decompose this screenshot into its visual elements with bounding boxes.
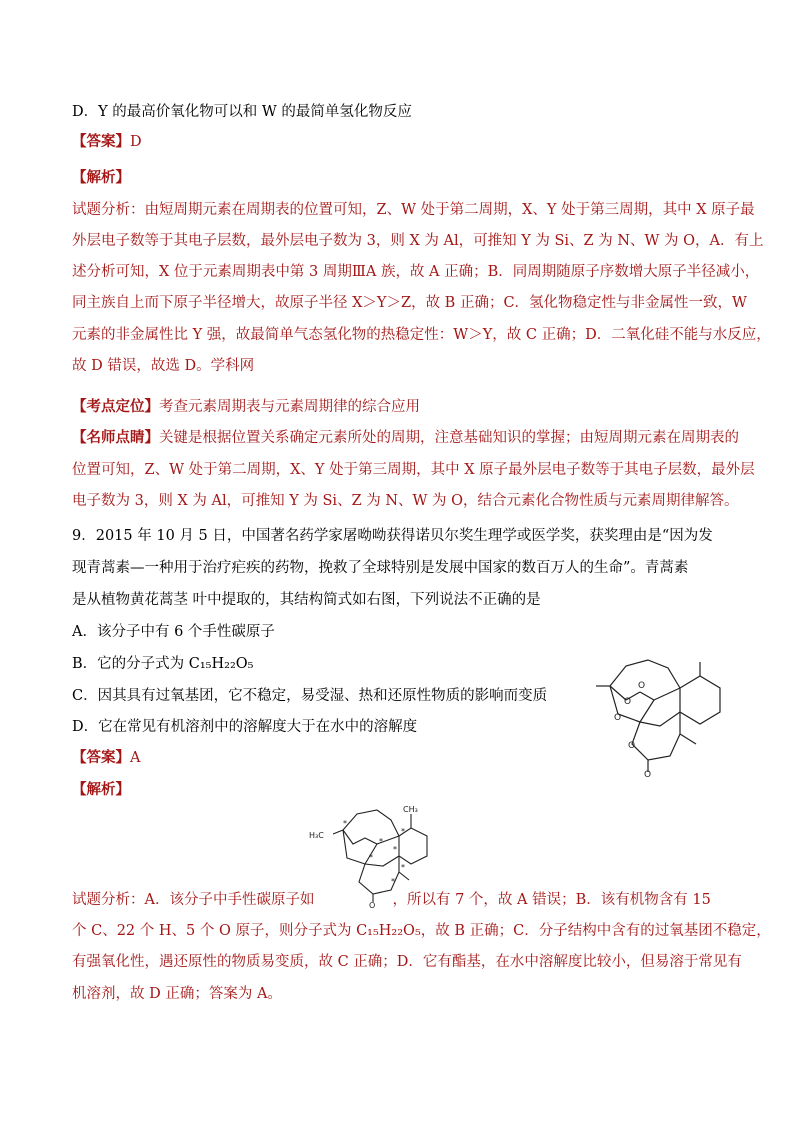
analysis-8-line: 试题分析：由短周期元素在周期表的位置可知，Z、W 处于第二周期，X、Y 处于第三周期，其中 X 原子最: [72, 202, 755, 218]
answer-8: [72, 132, 142, 152]
h3c-label: H₃C: [309, 831, 324, 840]
mingshi-text: 关键是根据位置关系确定元素所处的周期，注意基础知识的掌握；由短周期元素在周期表的: [159, 430, 739, 446]
mingshi-line: 电子数为 3，则 X 为 Al，可推知 Y 为 Si、Z 为 N、W 为 O，结合元素化合物性质与元素周期律解答。: [72, 493, 739, 509]
mingshi-line: [72, 428, 739, 448]
question-9-line: 9．2015 年 10 月 5 日，中国著名药学家屠呦呦获得诺贝尔奖生理学或医学奖，获奖理由是“因为发: [72, 528, 713, 544]
answer-label: 【答案】: [72, 133, 130, 150]
kaodian-text: 考查元素周期表与元素周期律的综合应用: [159, 399, 420, 415]
analysis-8-line: 同主族自上而下原子半径增大，故原子半径 X＞Y＞Z，故 B 正确；C．氢化物稳定性与非金属性一致，W: [72, 295, 747, 311]
answer-value: D: [130, 134, 142, 150]
analysis-9-line: 机溶剂，故 D 正确；答案为 A。: [72, 986, 282, 1002]
answer-label: 【答案】: [72, 749, 130, 766]
chiral-star: *: [369, 853, 373, 862]
analysis-8-line: 故 D 错误，故选 D。学科网: [72, 358, 255, 374]
svg-text:O: O: [628, 741, 636, 751]
analysis-9-text-b: ，所以有 7 个，故 A 错误；B．该有机物含有 15: [392, 892, 711, 908]
analysis-8-line: 述分析可知，X 位于元素周期表中第 3 周期ⅢA 族，故 A 正确；B．同周期随原子序数增大原子半径减小，: [72, 264, 760, 280]
chiral-star: *: [343, 819, 347, 828]
question-9-line: 是从植物黄花蒿茎 叶中提取的，其结构简式如右图，下列说法不正确的是: [72, 592, 541, 608]
chiral-star: *: [401, 827, 405, 836]
question-9-option-a: A．该分子中有 6 个手性碳原子: [72, 624, 275, 640]
analysis-9-line: [72, 890, 711, 910]
mingshi-label: 【名师点睛】: [72, 429, 159, 446]
chiral-star: *: [393, 845, 397, 854]
question-9-line: 现青蒿素—一种用于治疗疟疾的药物，挽救了全球特别是发展中国家的数百万人的生命”。青蒿素: [72, 560, 689, 576]
analysis-8-line: 元素的非金属性比 Y 强，故最简单气态氢化物的热稳定性：W＞Y，故 C 正确；D．二氧化硅不能与水反应，: [72, 327, 771, 343]
question-9-option-b: B．它的分子式为 C₁₅H₂₂O₅: [72, 656, 254, 672]
analysis-9-text-a: 试题分析：A．该分子中手性碳原子如: [72, 892, 315, 908]
chiral-star: *: [401, 863, 405, 872]
question-9-option-d: D．它在常见有机溶剂中的溶解度大于在水中的溶解度: [72, 719, 418, 735]
chiral-star: *: [391, 877, 395, 886]
q8-option-d: D．Y 的最高价氧化物可以和 W 的最简单氢化物反应: [72, 104, 412, 120]
svg-text:O: O: [614, 713, 622, 723]
svg-text:O: O: [624, 697, 632, 707]
mingshi-line: 位置可知，Z、W 处于第二周期，X、Y 处于第三周期，其中 X 原子最外层电子数等于其电子层数，最外层: [72, 462, 755, 478]
answer-9: [72, 748, 140, 768]
artemisinin-structure-image: [588, 648, 738, 778]
answer-value: A: [130, 750, 141, 766]
kaodian-label: 【考点定位】: [72, 398, 159, 415]
o-bottom-label: O: [369, 901, 376, 908]
chiral-star: *: [379, 837, 383, 846]
analysis-9-label: 【解析】: [72, 781, 130, 798]
analysis-9-line: 个 C、22 个 H、5 个 O 原子，则分子式为 C₁₅H₂₂O₅，故 B 正确；C．分子结构中含有的过氧基团不稳定，: [72, 923, 771, 939]
svg-text:O: O: [644, 770, 652, 778]
analysis-8-line: 外层电子数等于其电子层数，最外层电子数为 3，则 X 为 Al，可推知 Y 为 Si、Z 为 N、W 为 O，A．有上: [72, 233, 764, 249]
ch3-top-label: CH₃: [403, 805, 418, 814]
svg-text:O: O: [638, 681, 646, 691]
question-9-option-c: C．因其具有过氧基团，它不稳定，易受湿、热和还原性物质的影响而变质: [72, 688, 548, 704]
kaodian: [72, 397, 420, 417]
analysis-8-label: 【解析】: [72, 169, 130, 186]
analysis-9-line: 有强氧化性，遇还原性的物质易变质，故 C 正确；D．它有酯基，在水中溶解度比较小，但易溶于常见有: [72, 954, 742, 970]
